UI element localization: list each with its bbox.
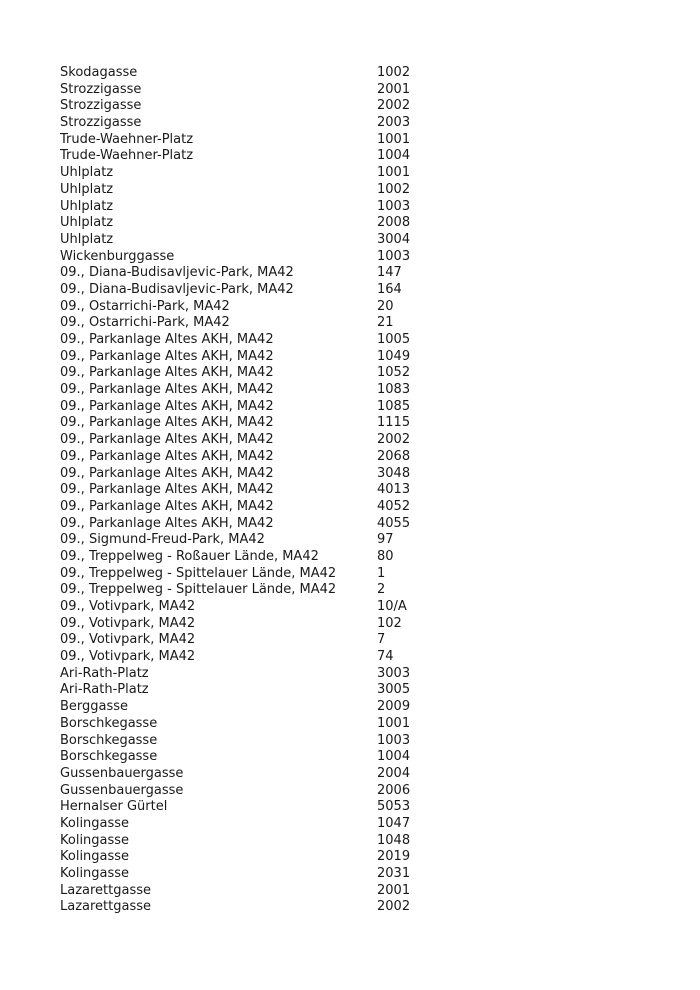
location-code: 3003	[377, 665, 411, 681]
location-code: 2031	[377, 866, 411, 881]
location-code: 4055	[377, 515, 411, 531]
list-row	[60, 415, 660, 432]
location-code: 97	[377, 532, 394, 548]
list-row	[60, 499, 660, 516]
location-code: 1001	[377, 165, 411, 181]
list-row	[60, 299, 660, 316]
list-row	[60, 482, 660, 499]
street-name: Berggasse	[60, 699, 129, 715]
location-code: 1	[377, 565, 386, 581]
location-code: 2001	[377, 81, 411, 97]
list-row	[60, 315, 660, 332]
street-name: Uhlplatz	[60, 165, 114, 181]
location-code: 1085	[377, 398, 411, 414]
location-code: 1003	[377, 198, 411, 214]
list-row	[60, 432, 660, 449]
location-code: 2003	[377, 115, 411, 131]
location-code: 21	[377, 315, 394, 331]
location-code: 1083	[377, 382, 411, 398]
list-row	[60, 733, 660, 750]
street-name: Ari-Rath-Platz	[60, 665, 149, 681]
list-row	[60, 382, 660, 399]
location-code: 2	[377, 582, 386, 598]
list-row	[60, 98, 660, 115]
location-code: 2004	[377, 765, 411, 781]
location-code: 74	[377, 649, 394, 665]
list-row	[60, 549, 660, 566]
address-list	[60, 65, 660, 916]
street-name: 09., Treppelweg - Spittelauer Lände, MA42	[60, 582, 337, 598]
list-row	[60, 349, 660, 366]
location-code: 1001	[377, 715, 411, 731]
street-name: 09., Votivpark, MA42	[60, 599, 196, 614]
street-name: Trude-Waehner-Platz	[60, 148, 194, 164]
location-code: 1001	[377, 131, 411, 147]
list-row	[60, 365, 660, 382]
list-row	[60, 265, 660, 282]
list-row	[60, 199, 660, 216]
location-code: 1052	[377, 365, 411, 381]
street-name: 09., Votivpark, MA42	[60, 649, 196, 665]
street-name: 09., Votivpark, MA42	[60, 615, 196, 631]
street-name: 09., Ostarrichi-Park, MA42	[60, 298, 230, 314]
list-row	[60, 399, 660, 416]
location-code: 102	[377, 615, 402, 631]
list-row	[60, 148, 660, 165]
location-code: 1048	[377, 832, 411, 848]
list-row	[60, 632, 660, 649]
street-name: Kolingasse	[60, 815, 130, 831]
street-name: Hernalser Gürtel	[60, 799, 168, 815]
street-name: Borschkegasse	[60, 749, 158, 765]
location-code: 2006	[377, 782, 411, 798]
street-name: Strozzigasse	[60, 115, 142, 131]
street-name: Borschkegasse	[60, 715, 158, 731]
street-name: 09., Diana-Budisavljevic-Park, MA42	[60, 265, 294, 281]
list-row	[60, 182, 660, 199]
location-code: 2008	[377, 215, 411, 231]
street-name: 09., Parkanlage Altes AKH, MA42	[60, 398, 274, 414]
street-name: Ari-Rath-Platz	[60, 682, 149, 698]
list-row	[60, 115, 660, 132]
list-row	[60, 849, 660, 866]
street-name: Gussenbauergasse	[60, 782, 184, 798]
street-name: 09., Parkanlage Altes AKH, MA42	[60, 415, 274, 431]
location-code: 2002	[377, 432, 411, 448]
list-row	[60, 899, 660, 916]
list-row	[60, 883, 660, 900]
street-name: 09., Parkanlage Altes AKH, MA42	[60, 482, 274, 498]
street-name: Borschkegasse	[60, 732, 158, 748]
list-row	[60, 532, 660, 549]
street-name: 09., Parkanlage Altes AKH, MA42	[60, 432, 274, 448]
location-code: 164	[377, 281, 402, 297]
location-code: 1002	[377, 181, 411, 197]
list-row	[60, 566, 660, 583]
location-code: 80	[377, 548, 394, 564]
location-code: 1047	[377, 815, 411, 831]
location-code: 10/A	[377, 599, 407, 614]
street-name: Kolingasse	[60, 832, 130, 848]
location-code: 3005	[377, 682, 411, 698]
list-row	[60, 516, 660, 533]
street-name: 09., Parkanlage Altes AKH, MA42	[60, 348, 274, 364]
street-name: 09., Ostarrichi-Park, MA42	[60, 315, 230, 331]
location-code: 4013	[377, 482, 411, 498]
list-row	[60, 249, 660, 266]
list-row	[60, 866, 660, 883]
list-row	[60, 215, 660, 232]
list-row	[60, 232, 660, 249]
list-row	[60, 132, 660, 149]
location-code: 1003	[377, 732, 411, 748]
street-name: Trude-Waehner-Platz	[60, 131, 194, 147]
street-name: 09., Parkanlage Altes AKH, MA42	[60, 448, 274, 464]
location-code: 2009	[377, 699, 411, 715]
street-name: Uhlplatz	[60, 231, 114, 247]
location-code: 2002	[377, 98, 411, 114]
list-row	[60, 833, 660, 850]
location-code: 1003	[377, 248, 411, 264]
location-code: 5053	[377, 799, 411, 815]
location-code: 147	[377, 265, 402, 281]
location-code: 3004	[377, 231, 411, 247]
list-row	[60, 799, 660, 816]
location-code: 2001	[377, 882, 411, 898]
street-name: 09., Parkanlage Altes AKH, MA42	[60, 332, 274, 347]
street-name: Uhlplatz	[60, 215, 114, 231]
list-row	[60, 165, 660, 182]
location-code: 7	[377, 632, 386, 648]
street-name: Uhlplatz	[60, 198, 114, 214]
street-name: 09., Diana-Budisavljevic-Park, MA42	[60, 281, 294, 297]
street-name: 09., Treppelweg - Spittelauer Lände, MA42	[60, 565, 337, 581]
street-name: 09., Sigmund-Freud-Park, MA42	[60, 532, 265, 548]
street-name: Gussenbauergasse	[60, 765, 184, 781]
street-name: 09., Votivpark, MA42	[60, 632, 196, 648]
street-name: 09., Parkanlage Altes AKH, MA42	[60, 498, 274, 514]
street-name: Strozzigasse	[60, 81, 142, 97]
location-code: 4052	[377, 498, 411, 514]
list-row	[60, 783, 660, 800]
street-name: Kolingasse	[60, 866, 130, 881]
street-name: 09., Parkanlage Altes AKH, MA42	[60, 382, 274, 398]
street-name: 09., Parkanlage Altes AKH, MA42	[60, 515, 274, 531]
street-name: Wickenburggasse	[60, 248, 175, 264]
location-code: 1002	[377, 65, 411, 80]
location-code: 20	[377, 298, 394, 314]
street-name: Skodagasse	[60, 65, 138, 80]
location-code: 1049	[377, 348, 411, 364]
street-name: Strozzigasse	[60, 98, 142, 114]
street-name: 09., Treppelweg - Roßauer Lände, MA42	[60, 548, 319, 564]
location-code: 1004	[377, 749, 411, 765]
list-row	[60, 332, 660, 349]
list-row	[60, 282, 660, 299]
location-code: 1005	[377, 332, 411, 347]
street-name: 09., Parkanlage Altes AKH, MA42	[60, 365, 274, 381]
list-row	[60, 65, 660, 82]
list-row	[60, 666, 660, 683]
location-code: 2068	[377, 448, 411, 464]
street-name: Uhlplatz	[60, 181, 114, 197]
location-code: 1004	[377, 148, 411, 164]
street-name: Lazarettgasse	[60, 882, 152, 898]
list-row	[60, 816, 660, 833]
list-row	[60, 82, 660, 99]
list-row	[60, 599, 660, 616]
list-row	[60, 749, 660, 766]
street-name: Kolingasse	[60, 849, 130, 865]
list-row	[60, 449, 660, 466]
list-row	[60, 616, 660, 633]
location-code: 3048	[377, 465, 411, 481]
list-row	[60, 649, 660, 666]
list-row	[60, 466, 660, 483]
location-code: 2002	[377, 899, 411, 915]
street-name: Lazarettgasse	[60, 899, 152, 915]
location-code: 2019	[377, 849, 411, 865]
street-name: 09., Parkanlage Altes AKH, MA42	[60, 465, 274, 481]
list-row	[60, 766, 660, 783]
list-row	[60, 682, 660, 699]
list-row	[60, 716, 660, 733]
list-row	[60, 699, 660, 716]
location-code: 1115	[377, 415, 411, 431]
list-row	[60, 582, 660, 599]
